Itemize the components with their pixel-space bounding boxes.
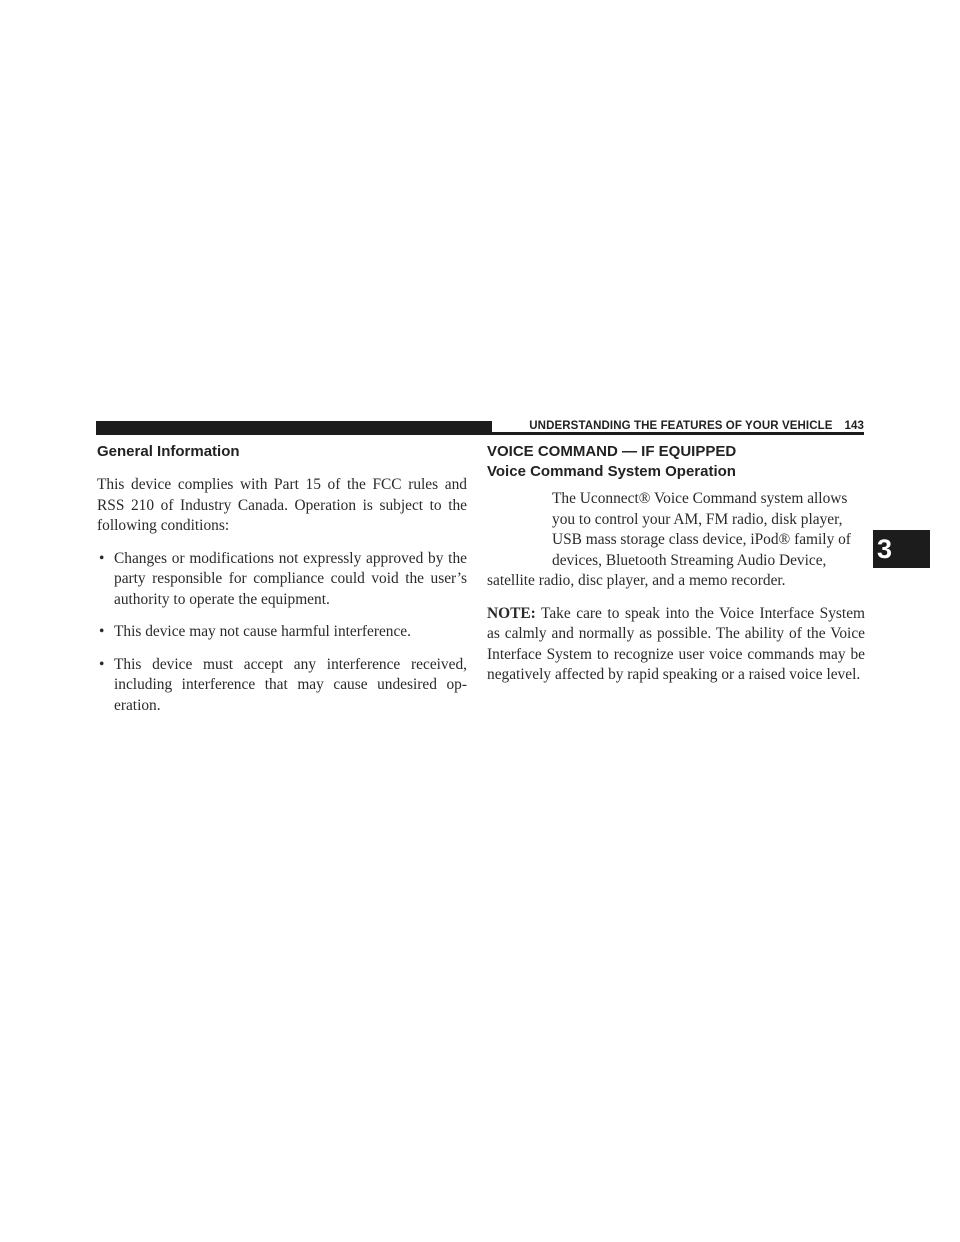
voice-command-operation-subheading: Voice Command System Operation	[487, 463, 736, 480]
header-bar	[96, 421, 492, 432]
body-line: USB mass storage class device, iPod® family of	[552, 531, 851, 548]
left-column	[97, 442, 467, 728]
list-item	[97, 549, 467, 611]
body-line: The Uconnect® Voice Command system allows	[552, 490, 848, 507]
running-header	[529, 420, 864, 432]
general-information-heading: General Information	[97, 443, 240, 460]
page-number: 143	[844, 420, 864, 432]
body-line: you to control your AM, FM radio, disk player,	[552, 510, 843, 528]
list-item-text: This device must accept any interference received, including interference that may cause undesired op-eration.	[114, 655, 467, 714]
conditions-list	[97, 549, 467, 717]
right-column	[487, 442, 865, 686]
body-line: satellite radio, disc player, and a memo recorder.	[487, 572, 786, 589]
note-paragraph	[487, 604, 865, 686]
note-label: NOTE:	[487, 604, 536, 622]
voice-command-heading: VOICE COMMAND — IF EQUIPPED	[487, 443, 737, 460]
bullet-icon: •	[99, 623, 105, 640]
list-item	[97, 622, 467, 643]
section-tab: 3	[873, 530, 930, 568]
bullet-icon: •	[99, 549, 105, 567]
bullet-icon: •	[99, 655, 105, 673]
header-rule	[96, 432, 864, 435]
list-item-text: This device may not cause harmful interference.	[114, 623, 411, 640]
fcc-intro-paragraph: This device complies with Part 15 of the FCC rules and RSS 210 of Industry Canada. Operation is subject to the following conditions:	[97, 476, 467, 534]
note-text: Take care to speak into the Voice Interface System as calmly and normally as possible. The ability of the Voice Interface System to recognize user voice commands may be negatively affected by rapid speaking or a raised voice level.	[487, 604, 865, 683]
running-header-title: UNDERSTANDING THE FEATURES OF YOUR VEHICLE	[529, 420, 833, 432]
voice-command-body	[487, 489, 865, 592]
body-line: devices, Bluetooth Streaming Audio Device,	[552, 551, 827, 569]
list-item	[97, 655, 467, 717]
list-item-text: Changes or modifications not expressly approved by the party responsible for compliance could void the user’s authority to operate the equipment.	[114, 549, 467, 608]
